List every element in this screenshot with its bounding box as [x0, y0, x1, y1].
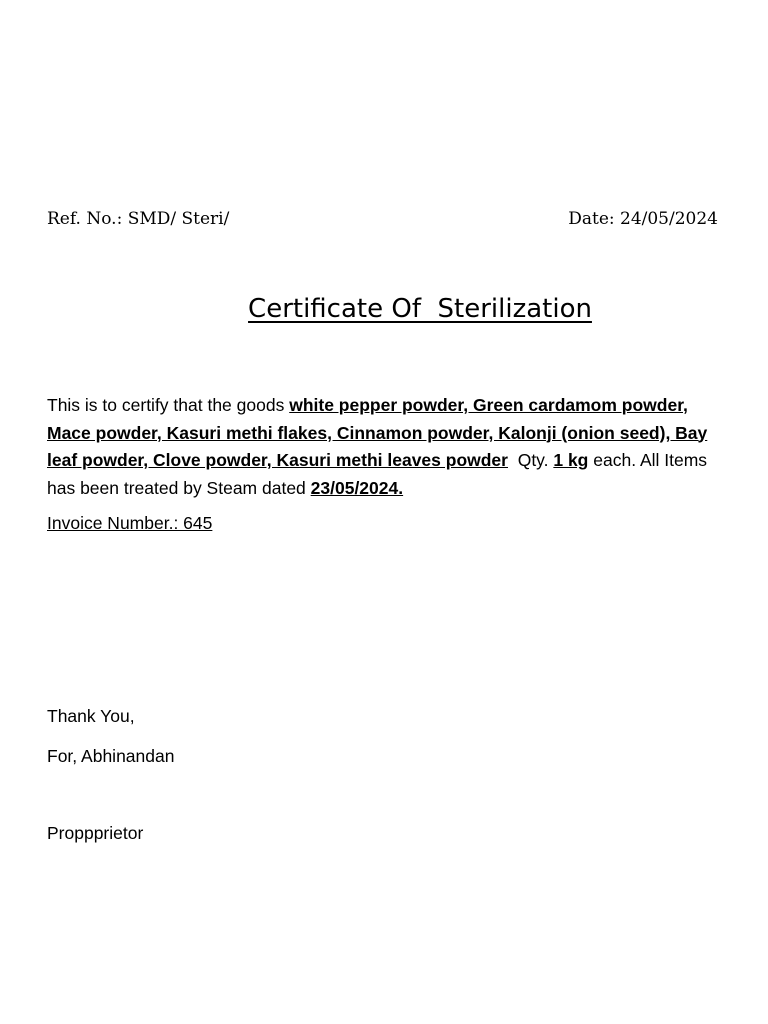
treated-text: each. All Items has been treated by Steam dated — [47, 450, 708, 498]
certificate-title: Certificate Of Sterilization — [248, 294, 592, 324]
treated-date: 23/05/2024. — [310, 477, 404, 498]
thanks-text: Thank You, — [47, 706, 135, 726]
certificate-date: Date: 24/05/2024 — [568, 209, 718, 229]
certification-paragraph — [47, 392, 727, 502]
signatory-title: Proppprietor — [47, 823, 144, 843]
reference-number: Ref. No.: SMD/ Steri/ — [47, 209, 230, 229]
goods-list: white pepper powder, Green cardamom powder, Mace powder, Kasuri methi flakes, Cinnamon powder, Kalonji (onion seed), Bay leaf powder, Clove powder, Kasuri methi leaves powder — [47, 395, 708, 470]
invoice-number: Invoice Number.: 645 — [47, 513, 213, 533]
reference-row — [47, 209, 718, 235]
company-name: For, Abhinandan — [47, 746, 175, 766]
intro-text: This is to certify that the goods — [47, 395, 290, 415]
qty-label: Qty. — [507, 450, 554, 470]
qty-value: 1 kg — [553, 450, 589, 470]
